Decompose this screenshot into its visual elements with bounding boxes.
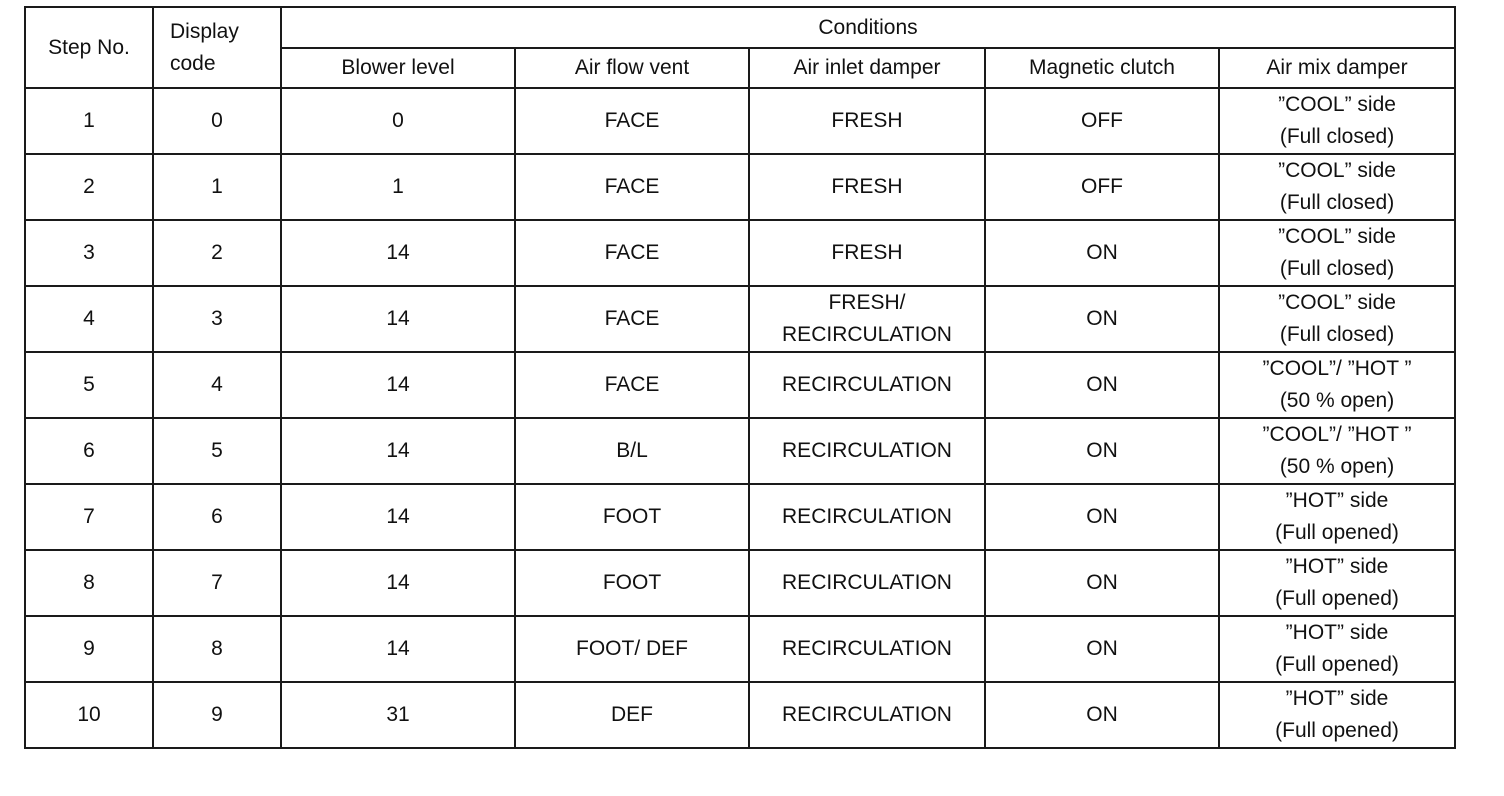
table-row: [25, 418, 1455, 484]
cell-step: 5: [25, 352, 153, 418]
cell-step: 8: [25, 550, 153, 616]
cell-mix: ”COOL” side (Full closed): [1219, 88, 1455, 154]
cell-vent: FACE: [515, 352, 749, 418]
cell-code: 9: [153, 682, 281, 748]
table-row: [25, 286, 1455, 352]
cell-inlet: RECIRCULATION: [749, 418, 985, 484]
cell-blower: 14: [281, 220, 515, 286]
cell-vent: B/L: [515, 418, 749, 484]
header-blower-level: Blower level: [281, 48, 515, 88]
cell-vent: DEF: [515, 682, 749, 748]
table-row: [25, 154, 1455, 220]
cell-inlet: FRESH: [749, 154, 985, 220]
cell-inlet: RECIRCULATION: [749, 616, 985, 682]
conditions-table: [24, 6, 1456, 749]
cell-step: 9: [25, 616, 153, 682]
cell-clutch: ON: [985, 616, 1219, 682]
cell-inlet: RECIRCULATION: [749, 550, 985, 616]
cell-clutch: ON: [985, 286, 1219, 352]
cell-clutch: ON: [985, 220, 1219, 286]
cell-inlet: FRESH: [749, 88, 985, 154]
cell-step: 3: [25, 220, 153, 286]
cell-step: 7: [25, 484, 153, 550]
cell-vent: FOOT: [515, 484, 749, 550]
cell-clutch: ON: [985, 484, 1219, 550]
cell-mix: ”COOL”/ ”HOT ” (50 % open): [1219, 418, 1455, 484]
table-row: [25, 88, 1455, 154]
header-display-code: Display code: [153, 7, 281, 88]
cell-clutch: ON: [985, 550, 1219, 616]
cell-mix: ”HOT” side (Full opened): [1219, 616, 1455, 682]
cell-blower: 14: [281, 286, 515, 352]
cell-inlet: RECIRCULATION: [749, 484, 985, 550]
cell-blower: 14: [281, 550, 515, 616]
header-air-flow-vent: Air flow vent: [515, 48, 749, 88]
cell-inlet: RECIRCULATION: [749, 682, 985, 748]
cell-code: 1: [153, 154, 281, 220]
cell-mix: ”HOT” side (Full opened): [1219, 484, 1455, 550]
cell-code: 4: [153, 352, 281, 418]
cell-clutch: OFF: [985, 154, 1219, 220]
cell-inlet: FRESH/ RECIRCULATION: [749, 286, 985, 352]
cell-step: 6: [25, 418, 153, 484]
cell-mix: ”COOL” side (Full closed): [1219, 220, 1455, 286]
cell-code: 5: [153, 418, 281, 484]
cell-step: 2: [25, 154, 153, 220]
cell-step: 1: [25, 88, 153, 154]
cell-step: 10: [25, 682, 153, 748]
cell-mix: ”HOT” side (Full opened): [1219, 550, 1455, 616]
header-air-mix-damper: Air mix damper: [1219, 48, 1455, 88]
cell-clutch: ON: [985, 682, 1219, 748]
table-row: [25, 352, 1455, 418]
cell-blower: 14: [281, 352, 515, 418]
cell-vent: FACE: [515, 286, 749, 352]
cell-blower: 14: [281, 616, 515, 682]
table-row: [25, 682, 1455, 748]
cell-vent: FACE: [515, 154, 749, 220]
cell-blower: 31: [281, 682, 515, 748]
cell-code: 6: [153, 484, 281, 550]
cell-clutch: ON: [985, 352, 1219, 418]
cell-inlet: RECIRCULATION: [749, 352, 985, 418]
header-row-top: [25, 7, 1455, 48]
header-step-no: Step No.: [25, 7, 153, 88]
cell-mix: ”COOL”/ ”HOT ” (50 % open): [1219, 352, 1455, 418]
cell-step: 4: [25, 286, 153, 352]
cell-code: 0: [153, 88, 281, 154]
cell-blower: 0: [281, 88, 515, 154]
cell-code: 2: [153, 220, 281, 286]
table-row: [25, 550, 1455, 616]
cell-mix: ”COOL” side (Full closed): [1219, 154, 1455, 220]
cell-blower: 1: [281, 154, 515, 220]
header-conditions: Conditions: [281, 7, 1455, 48]
cell-blower: 14: [281, 418, 515, 484]
cell-clutch: ON: [985, 418, 1219, 484]
cell-code: 3: [153, 286, 281, 352]
cell-clutch: OFF: [985, 88, 1219, 154]
cell-inlet: FRESH: [749, 220, 985, 286]
cell-code: 7: [153, 550, 281, 616]
cell-code: 8: [153, 616, 281, 682]
table-row: [25, 484, 1455, 550]
cell-vent: FOOT: [515, 550, 749, 616]
cell-mix: ”COOL” side (Full closed): [1219, 286, 1455, 352]
header-magnetic-clutch: Magnetic clutch: [985, 48, 1219, 88]
table-row: [25, 220, 1455, 286]
cell-mix: ”HOT” side (Full opened): [1219, 682, 1455, 748]
cell-vent: FACE: [515, 220, 749, 286]
cell-vent: FOOT/ DEF: [515, 616, 749, 682]
table-body: [25, 88, 1455, 748]
cell-blower: 14: [281, 484, 515, 550]
cell-vent: FACE: [515, 88, 749, 154]
table-row: [25, 616, 1455, 682]
header-air-inlet-damper: Air inlet damper: [749, 48, 985, 88]
